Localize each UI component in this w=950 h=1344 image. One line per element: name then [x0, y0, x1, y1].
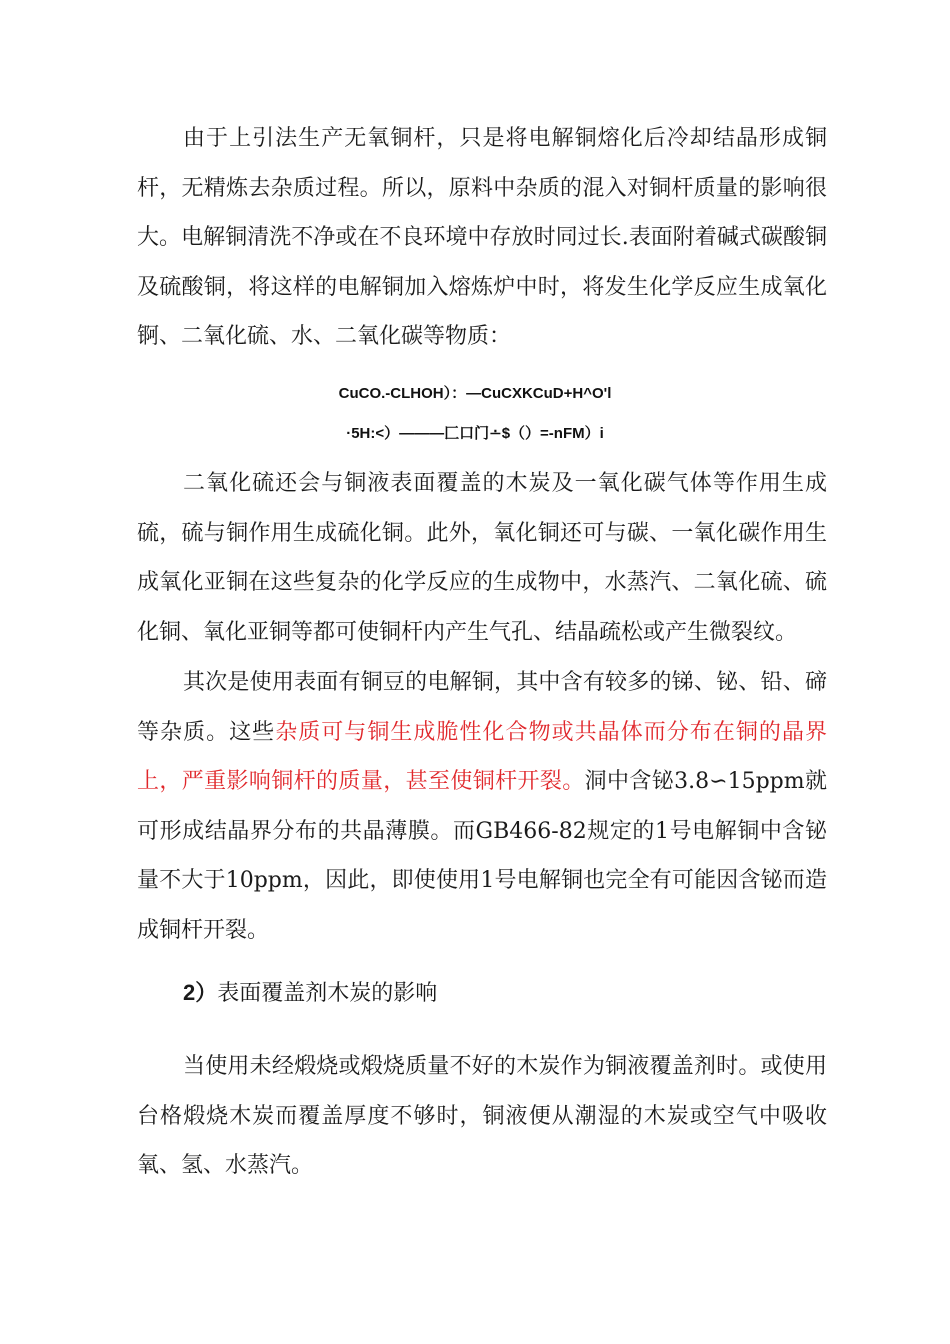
section-title: 表面覆盖剂木炭的影响: [217, 981, 438, 1006]
chemical-equation-2: ·5H:<）———匚口门∸$（）=-nFM）i: [346, 425, 604, 442]
paragraph-text: 洞中含铋3.8∽15ppm就可形成结晶界分布的共晶薄膜。而GB466-82规定的1号电解铜中含铋量不大于10ppm，因此，即使使用1号电解铜也完全有可能因含铋而造成铜杆开裂。: [137, 769, 827, 943]
paragraph-sulfur-dioxide-reactions: 二氧化硫还会与铜液表面覆盖的木炭及一氧化碳气体等作用生成硫，硫与铜作用生成硫化铜。此外，氧化铜还可与碳、一氧化碳作用生成氧化亚铜在这些复杂的化学反应的生成物中，水蒸汽、二氧化硫、硫化铜、氧化亚铜等都可使铜杆内产生气孔、结晶疏松或产生微裂纹。: [137, 471, 827, 645]
chemical-equation-1: CuCO.-CLHOH）：—CuCXKCuD+H^O'l: [338, 385, 612, 402]
highlighted-text: 杂质可与铜生成脆性化合物或共晶体而分布在铜的晶界上，严重影响铜杆的质量，甚至使铜杆开裂。: [137, 719, 827, 794]
paragraph-text: 其次是使用表面有铜豆的电解铜，其中含有较多的锑、铋、铅、碲等杂质。这些: [137, 670, 827, 745]
section-number: 2）: [183, 980, 218, 1005]
paragraph-charcoal-cover: 当使用未经煅烧或煅烧质量不好的木炭作为铜液覆盖剂时。或使用台格煅烧木炭而覆盖厚度不够时，铜液便从潮湿的木炭或空气中吸收氧、氢、水蒸汽。: [137, 1054, 827, 1178]
section-heading: [183, 978, 437, 1009]
paragraph-copper-bean-impurities: [137, 658, 827, 955]
paragraph-raw-material-impurities: 由于上引法生产无氧铜杆，只是将电解铜熔化后冷却结晶形成铜杆，无精炼去杂质过程。所以，原料中杂质的混入对铜杆质量的影响很大。电解铜清洗不净或在不良环境中存放时同过长.表面附着碱式碳酸铜及硫酸铜，将这样的电解铜加入熔炼炉中时，将发生化学反应生成氧化锕、二氧化硫、水、二氧化碳等物质：: [137, 126, 827, 349]
